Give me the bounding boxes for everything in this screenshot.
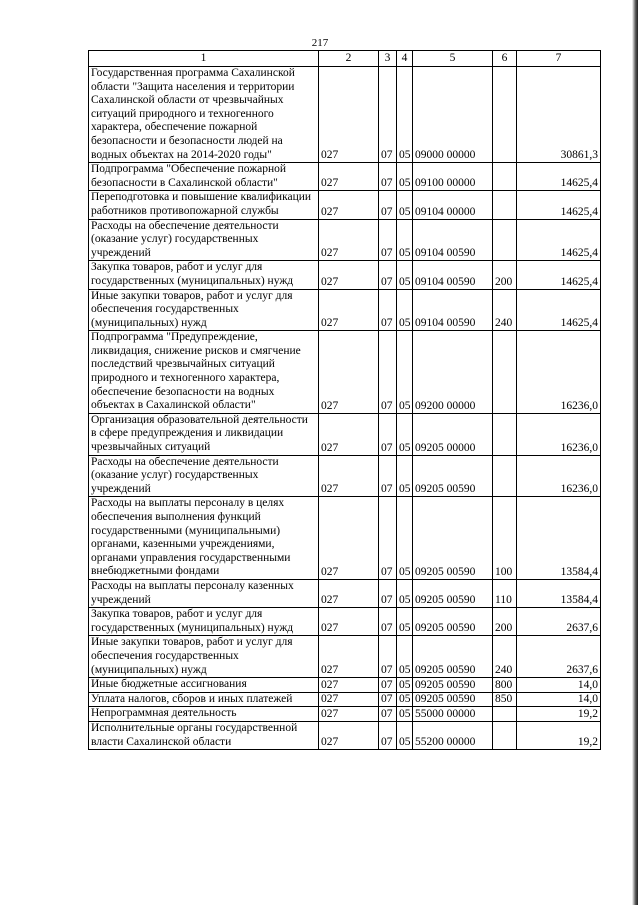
target-article-cell: 09104 00590 xyxy=(413,261,493,289)
subsection-cell: 05 xyxy=(397,261,413,289)
section-cell: 07 xyxy=(379,261,397,289)
table-row xyxy=(89,261,601,289)
column-header: 7 xyxy=(517,51,601,67)
column-header: 2 xyxy=(319,51,379,67)
expense-type-cell: 240 xyxy=(493,289,517,331)
section-cell: 07 xyxy=(379,678,397,693)
section-cell: 07 xyxy=(379,67,397,163)
admin-code-cell: 027 xyxy=(319,692,379,707)
column-header: 3 xyxy=(379,51,397,67)
admin-code-cell: 027 xyxy=(319,721,379,749)
amount-cell: 16236,0 xyxy=(517,331,601,414)
expense-type-cell xyxy=(493,163,517,191)
target-article-cell: 55000 00000 xyxy=(413,707,493,722)
row-name-cell: Расходы на обеспечение деятельности (оказание услуг) государственных учреждений xyxy=(89,219,319,261)
row-name-cell: Подпрограмма "Обеспечение пожарной безопасности в Сахалинской области" xyxy=(89,163,319,191)
page-number: 217 xyxy=(311,37,329,49)
row-name-cell: Подпрограмма "Предупреждение, ликвидация, снижение рисков и смягчение последствий чрезвычайных ситуаций природного и техногенного характера, обеспечение безопасности на водных объектах в Сахалинской области" xyxy=(89,331,319,414)
target-article-cell: 09205 00590 xyxy=(413,579,493,607)
admin-code-cell: 027 xyxy=(319,707,379,722)
table-row xyxy=(89,331,601,414)
section-cell: 07 xyxy=(379,636,397,678)
row-name-cell: Исполнительные органы государственной власти Сахалинской области xyxy=(89,721,319,749)
subsection-cell: 05 xyxy=(397,497,413,580)
table-row xyxy=(89,289,601,331)
scan-edge-shadow xyxy=(632,0,638,905)
expense-type-cell xyxy=(493,413,517,455)
row-name-cell: Переподготовка и повышение квалификации работников противопожарной службы xyxy=(89,191,319,219)
subsection-cell: 05 xyxy=(397,191,413,219)
table-row xyxy=(89,721,601,749)
target-article-cell: 09104 00590 xyxy=(413,289,493,331)
expense-type-cell: 200 xyxy=(493,608,517,636)
subsection-cell: 05 xyxy=(397,636,413,678)
admin-code-cell: 027 xyxy=(319,331,379,414)
row-name-cell: Расходы на выплаты персоналу в целях обеспечения выполнения функций государственными (муниципальными) органами, казенными учреждениями, органами управления государственными внебюджетными фондами xyxy=(89,497,319,580)
amount-cell: 16236,0 xyxy=(517,413,601,455)
expense-type-cell xyxy=(493,707,517,722)
column-header: 4 xyxy=(397,51,413,67)
amount-cell: 14,0 xyxy=(517,678,601,693)
table-header-row xyxy=(89,51,601,67)
target-article-cell: 09205 00590 xyxy=(413,692,493,707)
section-cell: 07 xyxy=(379,608,397,636)
table-row xyxy=(89,67,601,163)
amount-cell: 13584,4 xyxy=(517,497,601,580)
section-cell: 07 xyxy=(379,219,397,261)
amount-cell: 14,0 xyxy=(517,692,601,707)
table-row xyxy=(89,163,601,191)
target-article-cell: 55200 00000 xyxy=(413,721,493,749)
expense-type-cell: 200 xyxy=(493,261,517,289)
target-article-cell: 09200 00000 xyxy=(413,331,493,414)
admin-code-cell: 027 xyxy=(319,455,379,497)
amount-cell: 14625,4 xyxy=(517,219,601,261)
section-cell: 07 xyxy=(379,721,397,749)
subsection-cell: 05 xyxy=(397,289,413,331)
section-cell: 07 xyxy=(379,579,397,607)
target-article-cell: 09205 00590 xyxy=(413,678,493,693)
amount-cell: 13584,4 xyxy=(517,579,601,607)
section-cell: 07 xyxy=(379,413,397,455)
table-row xyxy=(89,191,601,219)
expense-type-cell: 240 xyxy=(493,636,517,678)
row-name-cell: Закупка товаров, работ и услуг для государственных (муниципальных) нужд xyxy=(89,608,319,636)
target-article-cell: 09104 00590 xyxy=(413,219,493,261)
target-article-cell: 09205 00590 xyxy=(413,497,493,580)
amount-cell: 19,2 xyxy=(517,721,601,749)
subsection-cell: 05 xyxy=(397,579,413,607)
subsection-cell: 05 xyxy=(397,163,413,191)
target-article-cell: 09205 00590 xyxy=(413,636,493,678)
admin-code-cell: 027 xyxy=(319,636,379,678)
subsection-cell: 05 xyxy=(397,707,413,722)
admin-code-cell: 027 xyxy=(319,497,379,580)
subsection-cell: 05 xyxy=(397,608,413,636)
expense-type-cell xyxy=(493,219,517,261)
column-header: 5 xyxy=(413,51,493,67)
expense-type-cell xyxy=(493,455,517,497)
amount-cell: 16236,0 xyxy=(517,455,601,497)
admin-code-cell: 027 xyxy=(319,579,379,607)
section-cell: 07 xyxy=(379,163,397,191)
table-row xyxy=(89,413,601,455)
section-cell: 07 xyxy=(379,455,397,497)
subsection-cell: 05 xyxy=(397,331,413,414)
row-name-cell: Иные закупки товаров, работ и услуг для обеспечения государственных (муниципальных) нужд xyxy=(89,636,319,678)
row-name-cell: Организация образовательной деятельности в сфере предупреждения и ликвидации чрезвычайных ситуаций xyxy=(89,413,319,455)
table-row xyxy=(89,497,601,580)
row-name-cell: Непрограммная деятельность xyxy=(89,707,319,722)
subsection-cell: 05 xyxy=(397,67,413,163)
column-header: 6 xyxy=(493,51,517,67)
row-name-cell: Иные бюджетные ассигнования xyxy=(89,678,319,693)
section-cell: 07 xyxy=(379,289,397,331)
target-article-cell: 09205 00000 xyxy=(413,413,493,455)
amount-cell: 2637,6 xyxy=(517,608,601,636)
expense-type-cell: 110 xyxy=(493,579,517,607)
column-header: 1 xyxy=(89,51,319,67)
amount-cell: 14625,4 xyxy=(517,191,601,219)
subsection-cell: 05 xyxy=(397,721,413,749)
amount-cell: 2637,6 xyxy=(517,636,601,678)
target-article-cell: 09100 00000 xyxy=(413,163,493,191)
expense-type-cell xyxy=(493,331,517,414)
section-cell: 07 xyxy=(379,707,397,722)
amount-cell: 14625,4 xyxy=(517,163,601,191)
target-article-cell: 09205 00590 xyxy=(413,455,493,497)
target-article-cell: 09104 00000 xyxy=(413,191,493,219)
admin-code-cell: 027 xyxy=(319,219,379,261)
row-name-cell: Уплата налогов, сборов и иных платежей xyxy=(89,692,319,707)
row-name-cell: Расходы на обеспечение деятельности (оказание услуг) государственных учреждений xyxy=(89,455,319,497)
admin-code-cell: 027 xyxy=(319,67,379,163)
admin-code-cell: 027 xyxy=(319,289,379,331)
expense-type-cell xyxy=(493,67,517,163)
target-article-cell: 09000 00000 xyxy=(413,67,493,163)
expense-type-cell xyxy=(493,191,517,219)
table-row xyxy=(89,608,601,636)
expense-type-cell: 850 xyxy=(493,692,517,707)
section-cell: 07 xyxy=(379,191,397,219)
admin-code-cell: 027 xyxy=(319,191,379,219)
amount-cell: 14625,4 xyxy=(517,261,601,289)
subsection-cell: 05 xyxy=(397,219,413,261)
subsection-cell: 05 xyxy=(397,692,413,707)
subsection-cell: 05 xyxy=(397,455,413,497)
table-row xyxy=(89,579,601,607)
table-row xyxy=(89,636,601,678)
section-cell: 07 xyxy=(379,331,397,414)
admin-code-cell: 027 xyxy=(319,413,379,455)
target-article-cell: 09205 00590 xyxy=(413,608,493,636)
table-row xyxy=(89,707,601,722)
expense-type-cell xyxy=(493,721,517,749)
row-name-cell: Расходы на выплаты персоналу казенных учреждений xyxy=(89,579,319,607)
table-row xyxy=(89,219,601,261)
admin-code-cell: 027 xyxy=(319,608,379,636)
admin-code-cell: 027 xyxy=(319,261,379,289)
row-name-cell: Иные закупки товаров, работ и услуг для обеспечения государственных (муниципальных) нужд xyxy=(89,289,319,331)
admin-code-cell: 027 xyxy=(319,163,379,191)
expense-type-cell: 100 xyxy=(493,497,517,580)
table-row xyxy=(89,455,601,497)
row-name-cell: Государственная программа Сахалинской области "Защита населения и территории Сахалинской области от чрезвычайных ситуаций природного и техногенного характера, обеспечение пожарной безопасности и безопасности людей на водных объектах на 2014-2020 годы" xyxy=(89,67,319,163)
section-cell: 07 xyxy=(379,692,397,707)
row-name-cell: Закупка товаров, работ и услуг для государственных (муниципальных) нужд xyxy=(89,261,319,289)
admin-code-cell: 027 xyxy=(319,678,379,693)
amount-cell: 14625,4 xyxy=(517,289,601,331)
subsection-cell: 05 xyxy=(397,678,413,693)
expense-type-cell: 800 xyxy=(493,678,517,693)
budget-table-body xyxy=(89,51,601,750)
table-row xyxy=(89,692,601,707)
subsection-cell: 05 xyxy=(397,413,413,455)
amount-cell: 30861,3 xyxy=(517,67,601,163)
budget-table xyxy=(88,50,601,750)
section-cell: 07 xyxy=(379,497,397,580)
amount-cell: 19,2 xyxy=(517,707,601,722)
table-row xyxy=(89,678,601,693)
